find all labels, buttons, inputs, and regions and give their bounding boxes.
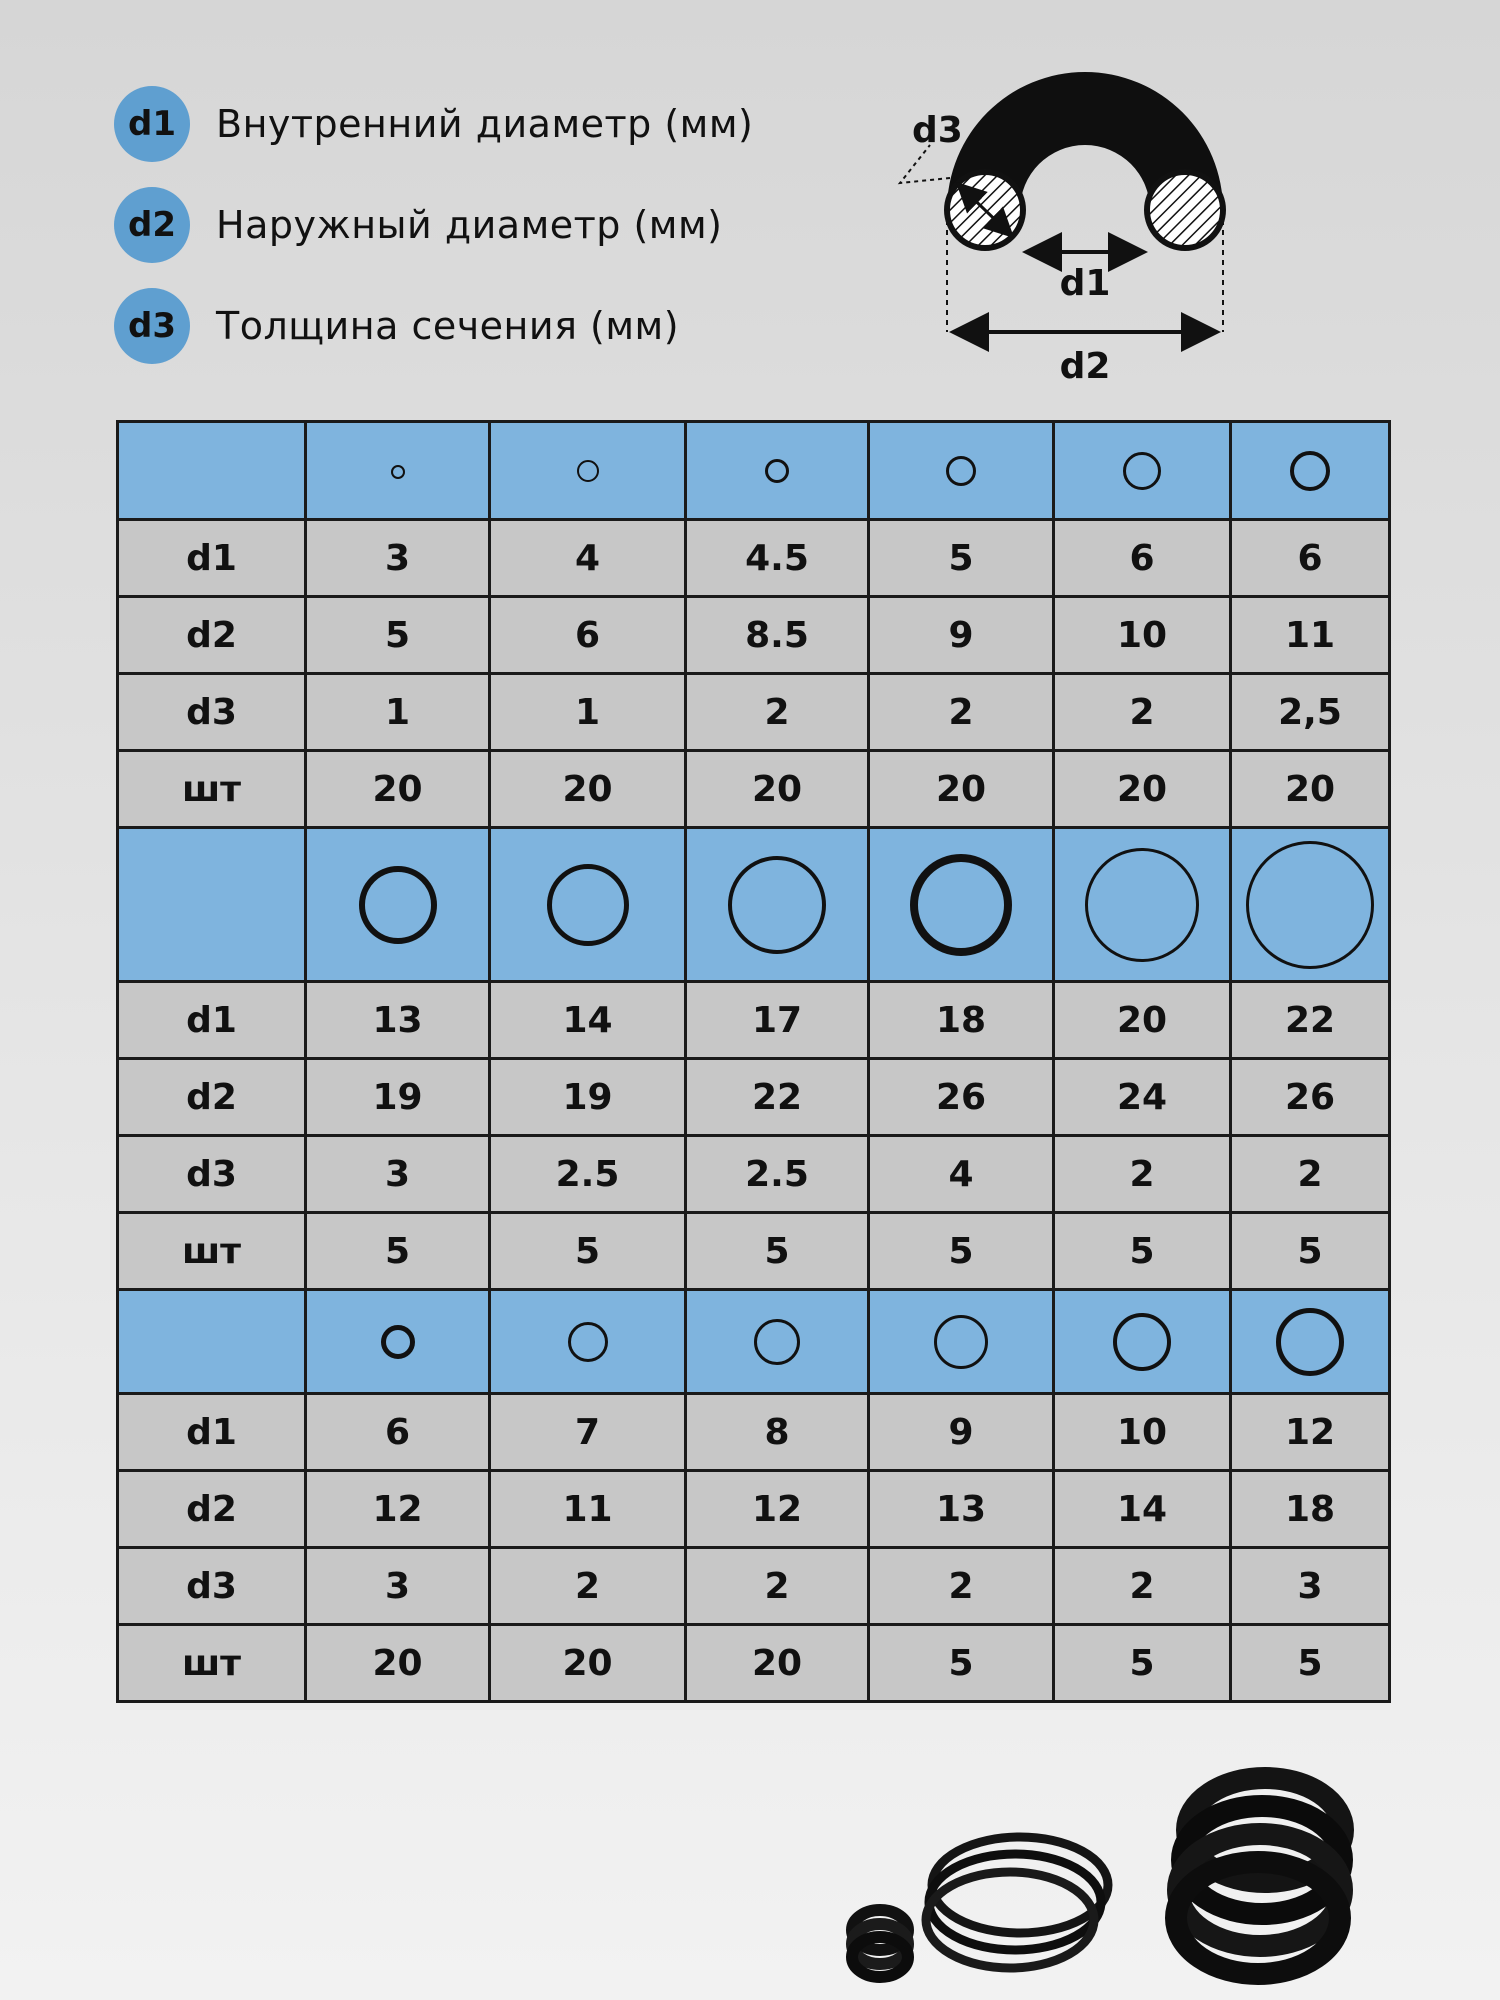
oring-diagram: [860, 70, 1380, 400]
badge-d2: d2: [114, 187, 190, 263]
ring-cell: [869, 828, 1054, 982]
row-label: d2: [118, 597, 306, 674]
badge-d1: d1: [114, 86, 190, 162]
cell-value: 5: [869, 1625, 1054, 1702]
cell-value: 9: [869, 597, 1054, 674]
badge-d3: d3: [114, 288, 190, 364]
row-label: d2: [118, 1059, 306, 1136]
row-label: d3: [118, 1136, 306, 1213]
cell-value: 4: [869, 1136, 1054, 1213]
ring-cell: [490, 1290, 686, 1394]
ring-icon: [577, 460, 599, 482]
cell-value: 13: [869, 1471, 1054, 1548]
ring-cell: [1231, 422, 1390, 520]
cell-value: 8: [686, 1394, 869, 1471]
cell-value: 6: [1231, 520, 1390, 597]
ring-icon: [1113, 1313, 1171, 1371]
cell-value: 6: [306, 1394, 490, 1471]
ring-cell: [1231, 1290, 1390, 1394]
row-d1: [118, 520, 1390, 597]
cell-value: 20: [1054, 751, 1231, 828]
ring-icon: [1276, 1308, 1344, 1376]
ring-cell: [1054, 422, 1231, 520]
cell-value: 2: [869, 674, 1054, 751]
row-label: d1: [118, 982, 306, 1059]
row-d1: [118, 982, 1390, 1059]
cell-value: 5: [1231, 1213, 1390, 1290]
legend-row-d1: [114, 86, 834, 162]
row-d3: [118, 1136, 1390, 1213]
cell-value: 20: [686, 751, 869, 828]
ring-icon: [381, 1325, 415, 1359]
cell-value: 2: [1231, 1136, 1390, 1213]
row-d2: [118, 1471, 1390, 1548]
cell-value: 1: [490, 674, 686, 751]
cell-value: 6: [490, 597, 686, 674]
cell-value: 14: [490, 982, 686, 1059]
cell-value: 2.5: [490, 1136, 686, 1213]
large-oring-stack: [1176, 1778, 1343, 1974]
ring-icon: [765, 459, 789, 483]
cell-value: 1: [306, 674, 490, 751]
cell-value: 5: [686, 1213, 869, 1290]
ring-header-row: [118, 1290, 1390, 1394]
ring-icon: [1290, 451, 1330, 491]
ring-icon: [568, 1322, 608, 1362]
row-label: d1: [118, 520, 306, 597]
ring-header-empty: [118, 422, 306, 520]
ring-header-row: [118, 828, 1390, 982]
cell-value: 22: [1231, 982, 1390, 1059]
cell-value: 18: [1231, 1471, 1390, 1548]
d2-label: d2: [1059, 346, 1111, 387]
ring-icon: [728, 856, 826, 954]
cell-value: 6: [1054, 520, 1231, 597]
cell-value: 26: [1231, 1059, 1390, 1136]
cell-value: 20: [1054, 982, 1231, 1059]
cell-value: 17: [686, 982, 869, 1059]
cell-value: 4.5: [686, 520, 869, 597]
row-d3: [118, 674, 1390, 751]
cell-value: 20: [1231, 751, 1390, 828]
cell-value: 3: [306, 1136, 490, 1213]
row-d2: [118, 1059, 1390, 1136]
cell-value: 20: [490, 751, 686, 828]
ring-cell: [306, 422, 490, 520]
cell-value: 2: [490, 1548, 686, 1625]
ring-cell: [686, 1290, 869, 1394]
ring-cell: [869, 1290, 1054, 1394]
cell-value: 12: [686, 1471, 869, 1548]
d1-label: d1: [1059, 263, 1111, 304]
cell-value: 18: [869, 982, 1054, 1059]
cell-value: 3: [306, 520, 490, 597]
ring-icon: [359, 866, 437, 944]
row-label: d1: [118, 1394, 306, 1471]
cell-value: 19: [306, 1059, 490, 1136]
cell-value: 20: [306, 751, 490, 828]
cell-value: 24: [1054, 1059, 1231, 1136]
cell-value: 12: [306, 1471, 490, 1548]
cell-value: 19: [490, 1059, 686, 1136]
ring-cell: [306, 828, 490, 982]
cell-value: 22: [686, 1059, 869, 1136]
cell-value: 8.5: [686, 597, 869, 674]
cell-value: 2,5: [1231, 674, 1390, 751]
cell-value: 11: [490, 1471, 686, 1548]
cell-value: 4: [490, 520, 686, 597]
row-qty: [118, 1625, 1390, 1702]
ring-icon: [391, 465, 405, 479]
cell-value: 20: [306, 1625, 490, 1702]
cell-value: 5: [490, 1213, 686, 1290]
row-label: шт: [118, 1213, 306, 1290]
small-oring-stack: [852, 1910, 908, 1977]
ring-icon: [1123, 452, 1161, 490]
legend-row-d3: [114, 288, 834, 364]
cell-value: 9: [869, 1394, 1054, 1471]
cell-value: 2: [1054, 674, 1231, 751]
ring-icon: [547, 864, 629, 946]
cell-value: 14: [1054, 1471, 1231, 1548]
d3-label: d3: [912, 110, 963, 151]
ring-icon: [910, 854, 1012, 956]
ring-header-empty: [118, 1290, 306, 1394]
cell-value: 2: [686, 674, 869, 751]
ring-cell: [1231, 828, 1390, 982]
cell-value: 2: [1054, 1136, 1231, 1213]
cell-value: 3: [306, 1548, 490, 1625]
ring-icon: [1246, 841, 1374, 969]
ring-icon: [754, 1319, 800, 1365]
ring-cell: [490, 828, 686, 982]
ring-cell: [1054, 828, 1231, 982]
row-label: шт: [118, 1625, 306, 1702]
cross-section-right: [1147, 172, 1223, 248]
cell-value: 2.5: [686, 1136, 869, 1213]
legend-text-d1: Внутренний диаметр (мм): [216, 102, 754, 146]
legend-text-d2: Наружный диаметр (мм): [216, 203, 723, 247]
cell-value: 5: [1054, 1625, 1231, 1702]
ring-cell: [306, 1290, 490, 1394]
cell-value: 13: [306, 982, 490, 1059]
cell-value: 11: [1231, 597, 1390, 674]
ring-icon: [934, 1315, 988, 1369]
ring-icon: [1085, 848, 1199, 962]
spec-table: [116, 420, 1391, 1703]
cell-value: 5: [1231, 1625, 1390, 1702]
row-label: d3: [118, 1548, 306, 1625]
cell-value: 12: [1231, 1394, 1390, 1471]
ring-cell: [869, 422, 1054, 520]
row-label: шт: [118, 751, 306, 828]
legend-row-d2: [114, 187, 834, 263]
row-qty: [118, 1213, 1390, 1290]
medium-oring-stack: [926, 1837, 1108, 1968]
oring-product-photo: [830, 1750, 1390, 1990]
legend-text-d3: Толщина сечения (мм): [216, 304, 680, 348]
row-d2: [118, 597, 1390, 674]
row-label: d3: [118, 674, 306, 751]
cell-value: 2: [1054, 1548, 1231, 1625]
cell-value: 10: [1054, 1394, 1231, 1471]
cell-value: 26: [869, 1059, 1054, 1136]
cell-value: 5: [1054, 1213, 1231, 1290]
cell-value: 5: [869, 520, 1054, 597]
ring-icon: [946, 456, 976, 486]
row-qty: [118, 751, 1390, 828]
row-d3: [118, 1548, 1390, 1625]
cell-value: 5: [306, 597, 490, 674]
row-d1: [118, 1394, 1390, 1471]
cell-value: 20: [490, 1625, 686, 1702]
cell-value: 20: [686, 1625, 869, 1702]
ring-cell: [1054, 1290, 1231, 1394]
cell-value: 5: [869, 1213, 1054, 1290]
cell-value: 7: [490, 1394, 686, 1471]
cell-value: 2: [686, 1548, 869, 1625]
ring-cell: [686, 422, 869, 520]
row-label: d2: [118, 1471, 306, 1548]
cell-value: 10: [1054, 597, 1231, 674]
cell-value: 5: [306, 1213, 490, 1290]
ring-header-empty: [118, 828, 306, 982]
ring-header-row: [118, 422, 1390, 520]
ring-cell: [490, 422, 686, 520]
cell-value: 2: [869, 1548, 1054, 1625]
cell-value: 20: [869, 751, 1054, 828]
ring-cell: [686, 828, 869, 982]
cell-value: 3: [1231, 1548, 1390, 1625]
